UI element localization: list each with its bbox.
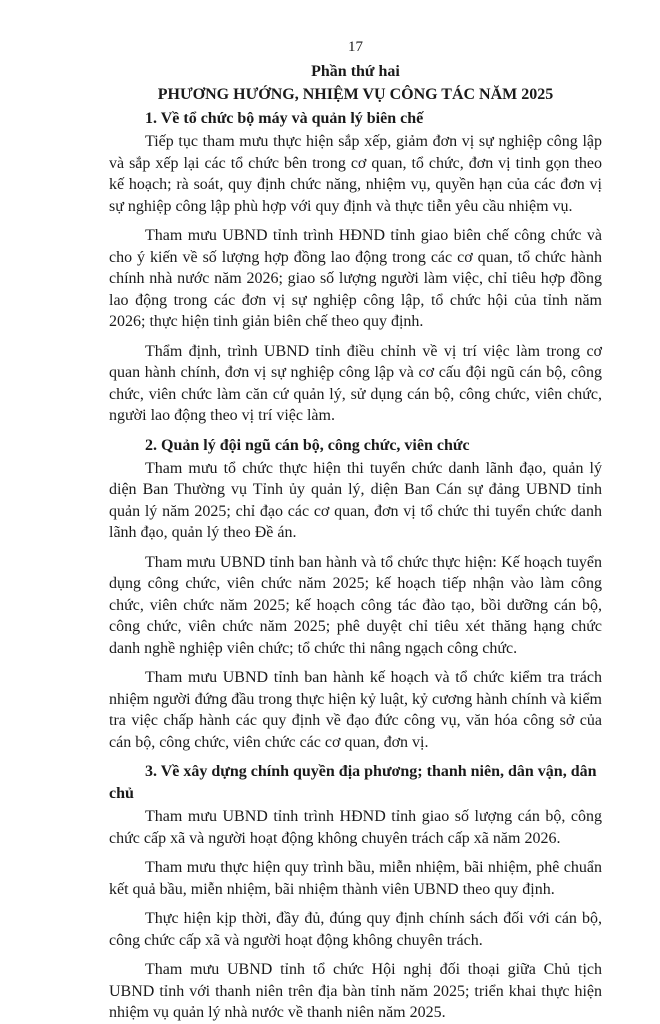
page-number: 17	[348, 39, 363, 55]
section-3-paragraph: Tham mưu thực hiện quy trình bầu, miễn nhiệm, bãi nhiệm, phê chuẩn kết quả bầu, miễn nhiệm, bãi nhiệm thành viên UBND theo quy định.	[109, 859, 602, 898]
section-2-paragraph: Tham mưu UBND tỉnh ban hành và tổ chức thực hiện: Kế hoạch tuyển dụng công chức, viên chức năm 2025; kế hoạch tiếp nhận vào làm công chức, viên chức năm 2025; kế hoạch công tác đào tạo, bồi dưỡng cán bộ, công chức, viên chức năm 2025; phê duyệt chỉ tiêu xét thăng hạng chức danh nghề nghiệp viên chức; tổ chức thi nâng ngạch công chức.	[109, 553, 602, 657]
page-title: PHƯƠNG HƯỚNG, NHIỆM VỤ CÔNG TÁC NĂM 2025	[157, 86, 554, 103]
section-3-paragraph: Tham mưu UBND tỉnh tổ chức Hội nghị đối thoại giữa Chủ tịch UBND tỉnh với thanh niên trên địa bàn tỉnh năm 2025; triển khai thực hiện nhiệm vụ quản lý nhà nước về thanh niên năm 2025.	[109, 961, 602, 1021]
section-3-heading: 3. Về xây dựng chính quyền địa phương; thanh niên, dân vận, dân chủ	[109, 763, 597, 802]
section-1-paragraph: Tiếp tục tham mưu thực hiện sắp xếp, giảm đơn vị sự nghiệp công lập và sắp xếp lại các tổ chức bên trong cơ quan, tổ chức, đơn vị tinh gọn theo kế hoạch; rà soát, quy định chức năng, nhiệm vụ, quyền hạn của các đơn vị sự nghiệp công lập phù hợp với quy định và thực tiễn yêu cầu nhiệm vụ.	[109, 133, 602, 215]
section-1-heading: 1. Về tổ chức bộ máy và quản lý biên chế	[145, 110, 424, 127]
section-1-paragraph: Tham mưu UBND tỉnh trình HĐND tỉnh giao biên chế công chức và cho ý kiến về số lượng hợp đồng lao động trong các cơ quan, tổ chức hành chính nhà nước năm 2026; giao số lượng người làm việc, chỉ tiêu hợp đồng lao động trong các đơn vị sự nghiệp công lập, tổ chức hội của tỉnh năm 2026; thực hiện tinh giản biên chế theo quy định.	[109, 227, 602, 330]
section-1-paragraph: Thẩm định, trình UBND tỉnh điều chỉnh về vị trí việc làm trong cơ quan hành chính, đơn vị sự nghiệp công lập và cơ cấu đội ngũ cán bộ, công chức, viên chức làm căn cứ quản lý, sử dụng cán bộ, công chức, viên chức, người lao động theo vị trí việc làm.	[109, 342, 602, 424]
section-2-heading: 2. Quản lý đội ngũ cán bộ, công chức, viên chức	[145, 436, 470, 454]
section-3-paragraph: Tham mưu UBND tỉnh trình HĐND tỉnh giao số lượng cán bộ, công chức cấp xã và người hoạt động không chuyên trách cấp xã năm 2026.	[109, 808, 602, 847]
section-3-paragraph: Thực hiện kịp thời, đầy đủ, đúng quy định chính sách đối với cán bộ, công chức cấp xã và người hoạt động không chuyên trách.	[109, 910, 602, 949]
section-2-paragraph: Tham mưu tổ chức thực hiện thi tuyển chức danh lãnh đạo, quản lý diện Ban Thường vụ Tỉnh ủy quản lý, diện Ban Cán sự đảng UBND tỉnh quản lý năm 2025; chỉ đạo các cơ quan, đơn vị tổ chức thi tuyển chức danh lãnh đạo, quản lý theo Đề án.	[109, 459, 602, 541]
section-2-paragraph: Tham mưu UBND tỉnh ban hành kế hoạch và tổ chức kiểm tra trách nhiệm người đứng đầu trong thực hiện kỷ luật, kỷ cương hành chính và kiểm tra việc chấp hành các quy định về đạo đức công vụ, văn hóa công sở của cán bộ, công chức, viên chức các cơ quan, đơn vị.	[109, 669, 602, 751]
part-label: Phần thứ hai	[311, 63, 400, 80]
